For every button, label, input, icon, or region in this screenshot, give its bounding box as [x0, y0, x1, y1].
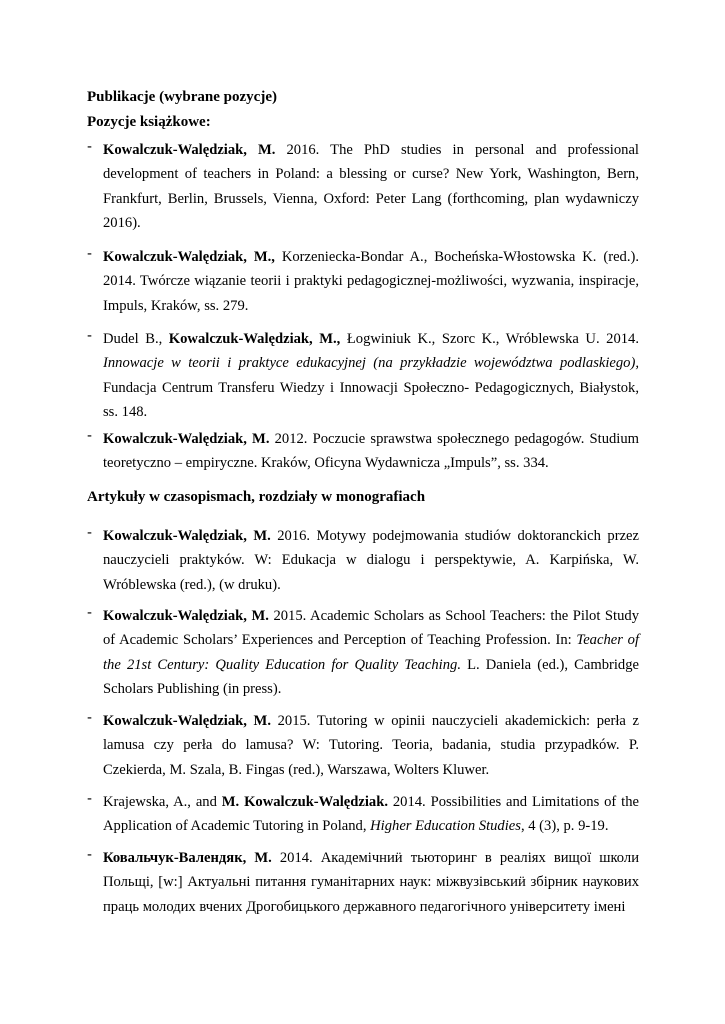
entry-author-bold: Kowalczuk-Walędziak, M.,: [168, 331, 341, 347]
entry-text: 2016. Motywy podejmowania studiów doktoranckich przez nauczycieli praktyków. W: Edukacja w dialogu i perspektywie, A. Karpińska, W. Wróblewska (red.), (w druku).: [103, 528, 639, 593]
entry-suffix: Fundacja Centrum Transferu Wiedzy i Innowacji Społeczno- Pedagogicznych, Białystok, ss. 148.: [103, 379, 639, 420]
list-marker: -: [87, 327, 92, 344]
entry-author-bold: Ковальчук-Валендяк, М.: [103, 850, 272, 866]
bibliography-entry: [103, 327, 639, 424]
entry-prefix: Krajewska, A., and: [103, 794, 222, 810]
entry-author-bold: Kowalczuk-Walędziak, M.: [103, 713, 271, 729]
section-title-publications: Publikacje (wybrane pozycje): [87, 89, 277, 105]
entry-text: 2014. Possibilities and Limitations of the Application of Academic Tutoring in Poland,: [103, 794, 639, 835]
entry-text: 2012. Poczucie sprawstwa społecznego pedagogów. Studium teoretyczno – empiryczne. Kraków, Oficyna Wydawnicza „Impuls”, ss. 334.: [103, 431, 639, 472]
bibliography-entry: [103, 427, 639, 476]
bibliography-entry: [103, 846, 639, 919]
entry-text: 2015. Academic Scholars as School Teachers: the Pilot Study of Academic Scholars’ Experiences and Perception of Teaching Profession. In:: [103, 608, 639, 649]
entry-text: 2016. The PhD studies in personal and professional development of teachers in Poland: a blessing or curse? New York, Washington, Bern, Frankfurt, Berlin, Brussels, Vienna, Oxford: Peter Lang (forthcoming, plan wydawniczy 2016).: [103, 142, 639, 231]
entry-author-bold: M. Kowalczuk-Walędziak.: [221, 794, 388, 810]
entry-prefix: Dudel B.,: [103, 331, 169, 347]
list-marker: -: [87, 138, 92, 155]
entry-italic: Teacher of the 21st Century: Quality Education for Quality Teaching.: [103, 632, 639, 673]
bibliography-entry: [103, 604, 639, 701]
entry-text: 2015. Tutoring w opinii nauczycieli akademickich: perła z lamusa czy perła do lamusa? W: Tutoring. Teoria, badania, studia przypadków. P. Czekierda, M. Szala, B. Fingas (red.), Warszawa, Wolters Kluwer.: [103, 713, 639, 778]
entry-text: 2014. Академічниӥ тьюторинг в реаліях вищої школи Польщі, [w:] Актуальні питання гуманітарних наук: міжвузівськиӥ збірник наукових праць молодих вчених Дрогобицького державного педагогічного університету імені: [103, 850, 640, 915]
entry-suffix: L. Daniela (ed.), Cambridge Scholars Publishing (in press).: [103, 656, 639, 697]
entry-text: Korzeniecka-Bondar A., Bocheńska-Włostowska K. (red.). 2014. Twórcze wiązanie teorii i praktyki pedagogicznej-możliwości, wyzwania, inspiracje, Impuls, Kraków, ss. 279.: [103, 249, 639, 314]
entry-suffix: , 4 (3), p. 9-19.: [520, 818, 609, 835]
list-marker: -: [87, 427, 92, 444]
entry-author-bold: Kowalczuk-Walędziak, M.,: [103, 249, 275, 265]
entry-author-bold: Kowalczuk-Walędziak, M.: [103, 528, 271, 544]
entry-italic: Higher Education Studies: [370, 818, 521, 835]
bibliography-entry: [103, 245, 639, 318]
list-marker: -: [87, 245, 92, 262]
entry-author-bold: Kowalczuk-Walędziak, M.: [103, 431, 270, 447]
subsection-title-books: Pozycje książkowe:: [87, 114, 211, 130]
list-marker: -: [87, 604, 92, 621]
list-marker: -: [87, 524, 92, 541]
bibliography-entry: [103, 138, 639, 235]
section-title-articles: Artykuły w czasopismach, rozdziały w monografiach: [87, 489, 426, 505]
bibliography-entry: [103, 790, 639, 839]
list-marker: -: [87, 790, 92, 807]
list-marker: -: [87, 709, 92, 726]
list-marker: -: [87, 846, 92, 863]
entry-italic: Innowacje w teorii i praktyce edukacyjnej (na przykładzie województwa podlaskiego),: [103, 355, 639, 372]
bibliography-entry: [103, 709, 639, 782]
entry-author-bold: Kowalczuk-Walędziak, M.: [103, 142, 276, 158]
entry-text: Łogwiniuk K., Szorc K., Wróblewska U. 2014.: [340, 331, 639, 347]
bibliography-entry: [103, 524, 639, 597]
entry-author-bold: Kowalczuk-Walędziak, M.: [103, 608, 269, 624]
